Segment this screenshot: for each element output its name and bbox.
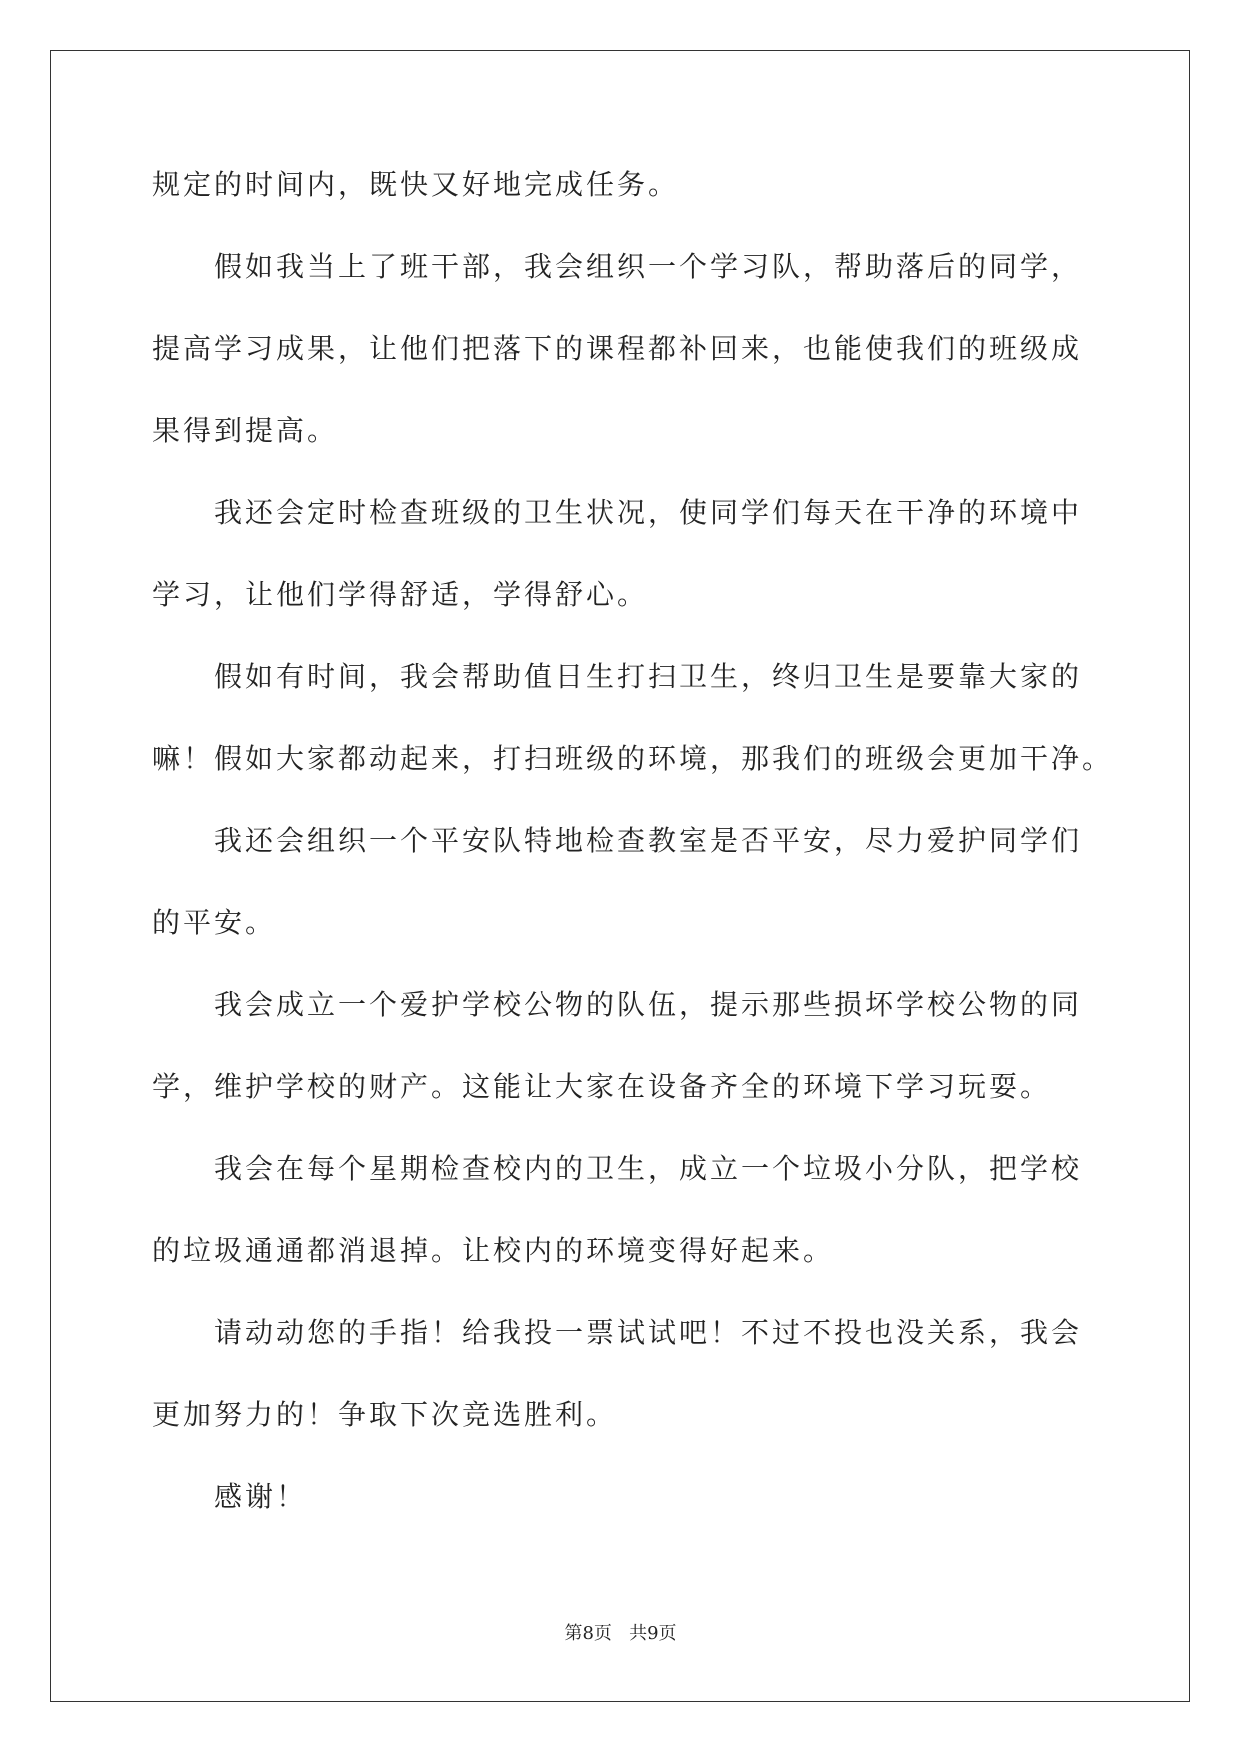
paragraph-start-line: 我会在每个星期检查校内的卫生，成立一个垃圾小分队，把学校 — [214, 1152, 1083, 1185]
text-line: 规定的时间内，既快又好地完成任务。 — [152, 168, 680, 201]
page-number: 第8页 — [564, 1623, 612, 1644]
paragraph-start-line: 请动动您的手指！给我投一票试试吧！不过不投也没关系，我会 — [214, 1316, 1083, 1349]
text-line: 学，维护学校的财产。这能让大家在设备齐全的环境下学习玩耍。 — [152, 1070, 1052, 1103]
paragraph-start-line: 我还会定时检查班级的卫生状况，使同学们每天在干净的环境中 — [214, 496, 1083, 529]
text-line: 的垃圾通通都消退掉。让校内的环境变得好起来。 — [152, 1234, 835, 1267]
text-line: 果得到提高。 — [152, 414, 339, 447]
text-line: 学习，让他们学得舒适，学得舒心。 — [152, 578, 649, 611]
paragraph-start-line: 假如我当上了班干部，我会组织一个学习队，帮助落后的同学， — [214, 250, 1083, 283]
page-footer — [0, 1622, 1241, 1646]
page-border — [50, 50, 1190, 1702]
paragraph-start-line: 假如有时间，我会帮助值日生打扫卫生，终归卫生是要靠大家的 — [214, 660, 1083, 693]
paragraph-start-line: 我会成立一个爱护学校公物的队伍，提示那些损坏学校公物的同 — [214, 988, 1083, 1021]
page-total: 共9页 — [629, 1623, 677, 1644]
text-line: 的平安。 — [152, 906, 277, 939]
text-line: 嘛！假如大家都动起来，打扫班级的环境，那我们的班级会更加干净。 — [152, 742, 1114, 775]
closing-line: 感谢！ — [214, 1480, 308, 1513]
text-line: 提高学习成果，让他们把落下的课程都补回来，也能使我们的班级成 — [152, 332, 1083, 365]
text-line: 更加努力的！争取下次竞选胜利。 — [152, 1398, 618, 1431]
paragraph-start-line: 我还会组织一个平安队特地检查教室是否平安，尽力爱护同学们 — [214, 824, 1083, 857]
